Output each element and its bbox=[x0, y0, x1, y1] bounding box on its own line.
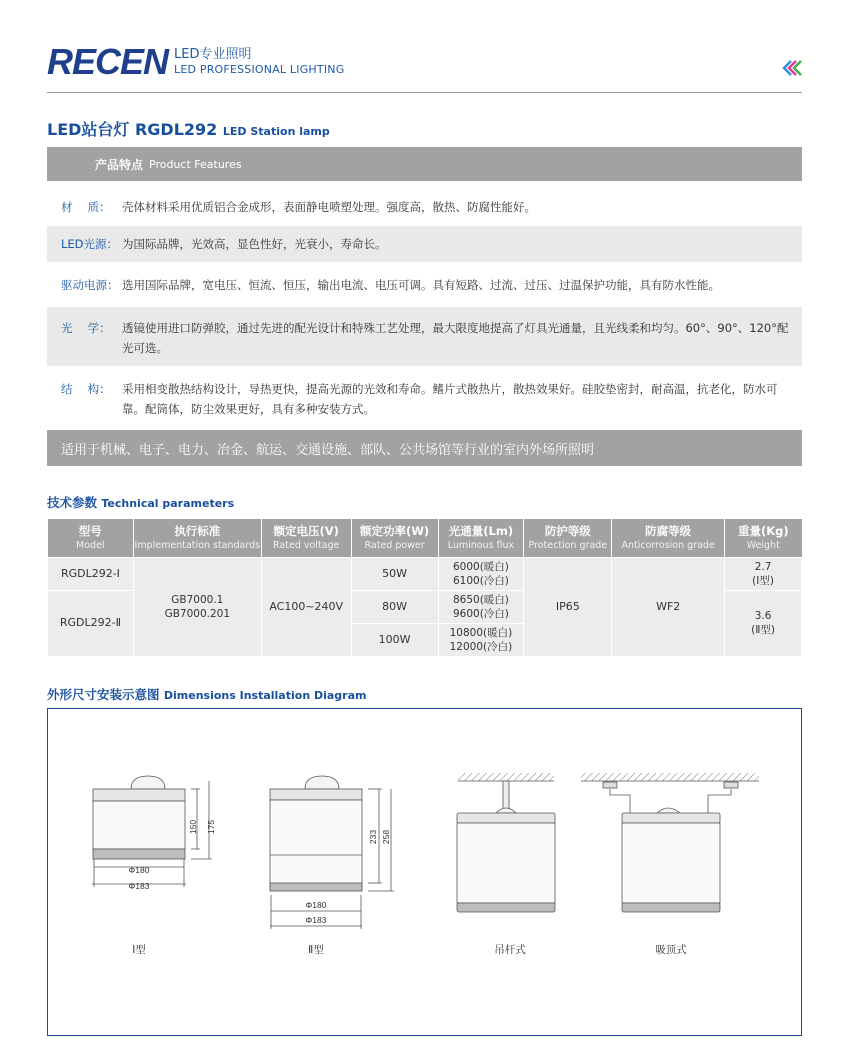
col-anticorrosion: 防腐等级 Anticorrosion grade bbox=[612, 519, 725, 557]
dim1-h-inner: 150 bbox=[188, 819, 198, 835]
pendant-label: 吊杆式 bbox=[494, 944, 526, 956]
product-title-cn: LED站台灯 RGDL292 bbox=[47, 120, 218, 139]
features-header bbox=[47, 147, 802, 181]
dim1-w-outer: Φ183 bbox=[128, 881, 150, 891]
tagline-en: LED PROFESSIONAL LIGHTING bbox=[174, 63, 345, 76]
cell-flux: 10800(暖白) 12000(冷白) bbox=[438, 623, 524, 656]
header-divider bbox=[47, 92, 802, 93]
tech-table bbox=[47, 519, 802, 657]
type1-label: Ⅰ型 bbox=[132, 944, 146, 956]
cell-flux: 6000(暖白) 6100(冷白) bbox=[438, 557, 524, 590]
table-header-row bbox=[48, 519, 802, 557]
brand bbox=[47, 41, 345, 82]
feature-text: 为国际品牌，光效高，显色性好，光衰小，寿命长。 bbox=[122, 237, 387, 251]
feature-label: LED光源： bbox=[61, 237, 119, 251]
tech-title-cn: 技术参数 bbox=[47, 495, 98, 510]
features-header-cn: 产品特点 bbox=[95, 157, 144, 172]
cell-standard: GB7000.1 GB7000.201 bbox=[133, 557, 261, 656]
lamp-type2-drawing bbox=[270, 776, 394, 929]
feature-text: 选用国际品牌，宽电压、恒流、恒压，输出电流、电压可调。具有短路、过流、过压、过温保护功能，具有防水性能。 bbox=[122, 278, 720, 292]
cell-weight: 3.6 (Ⅱ型) bbox=[725, 590, 802, 656]
cell-anticorrosion: WF2 bbox=[612, 557, 725, 656]
col-voltage: 额定电压(V) Rated voltage bbox=[261, 519, 351, 557]
features-section bbox=[47, 147, 802, 466]
feature-text: 壳体材料采用优质铝合金成形，表面静电喷塑处理。强度高，散热、防腐性能好。 bbox=[122, 200, 536, 214]
feature-label: 驱动电源： bbox=[61, 278, 119, 292]
dim2-w-outer: Φ183 bbox=[305, 915, 327, 925]
tagline-cn: LED专业照明 bbox=[174, 47, 252, 62]
cell-model: RGDL292-Ⅱ bbox=[48, 590, 134, 656]
dimensions-box bbox=[47, 708, 802, 1036]
cell-power: 100W bbox=[351, 623, 438, 656]
feature-text: 采用相变散热结构设计，导热更快，提高光源的光效和寿命。鳍片式散热片，散热效果好。硅胶垫密封，耐高温，抗老化，防水可靠。配筒体，防尘效果更好，具有多种安装方式。 bbox=[122, 382, 778, 416]
feature-text: 透镜使用进口防弹胶，通过先进的配光设计和特殊工艺处理，最大限度地提高了灯具光通量，且光线柔和均匀。60°、90°、120°配光可选。 bbox=[122, 321, 789, 355]
col-power: 额定功率(W) Rated power bbox=[351, 519, 438, 557]
features-header-en: Product Features bbox=[149, 157, 242, 171]
dimensions-drawing bbox=[48, 709, 801, 1035]
dimensions-title bbox=[47, 685, 366, 703]
cell-power: 50W bbox=[351, 557, 438, 590]
feature-row-material bbox=[47, 181, 802, 226]
feature-row-optics bbox=[47, 307, 802, 367]
chevrons-icon bbox=[782, 60, 804, 76]
type2-label: Ⅱ型 bbox=[308, 944, 324, 956]
ceiling-label: 吸顶式 bbox=[655, 944, 687, 956]
logo: RECEN bbox=[47, 41, 169, 82]
dim2-w-inner: Φ180 bbox=[305, 900, 327, 910]
dim1-w-inner: Φ180 bbox=[128, 865, 150, 875]
lamp-ceiling-drawing bbox=[581, 773, 759, 912]
cell-weight: 2.7 (Ⅰ型) bbox=[725, 557, 802, 590]
dim1-h-outer: 175 bbox=[206, 819, 216, 835]
col-model: 型号 Model bbox=[48, 519, 134, 557]
table-row bbox=[48, 557, 802, 590]
feature-row-driver bbox=[47, 263, 802, 307]
cell-model: RGDL292-Ⅰ bbox=[48, 557, 134, 590]
product-title-en: LED Station lamp bbox=[222, 125, 330, 138]
feature-label: 材 质： bbox=[61, 200, 111, 214]
lamp-pendant-drawing bbox=[457, 773, 555, 912]
dimensions-title-en: Dimensions Installation Diagram bbox=[163, 689, 367, 702]
col-weight: 重量(Kg) Weight bbox=[725, 519, 802, 557]
feature-label: 光 学： bbox=[61, 321, 111, 335]
feature-row-led bbox=[47, 226, 802, 263]
tech-title-en: Technical parameters bbox=[101, 497, 235, 510]
cell-voltage: AC100~240V bbox=[261, 557, 351, 656]
col-flux: 光通量(Lm) Luminous flux bbox=[438, 519, 524, 557]
features-footer: 适用于机械、电子、电力、冶金、航运、交通设施、部队、公共场馆等行业的室内外场所照明 bbox=[47, 430, 802, 466]
cell-power: 80W bbox=[351, 590, 438, 623]
cell-flux: 8650(暖白) 9600(冷白) bbox=[438, 590, 524, 623]
dim2-h-inner: 233 bbox=[368, 829, 378, 845]
product-title bbox=[47, 117, 330, 140]
feature-label: 结 构： bbox=[61, 382, 111, 396]
tech-title bbox=[47, 493, 234, 511]
tagline bbox=[174, 47, 344, 77]
dimensions-title-cn: 外形尺寸安装示意图 bbox=[47, 687, 160, 702]
dim2-h-outer: 258 bbox=[381, 829, 391, 845]
col-standard: 执行标准 Implementation standards bbox=[133, 519, 261, 557]
cell-protection: IP65 bbox=[524, 557, 612, 656]
col-protection: 防护等级 Protection grade bbox=[524, 519, 612, 557]
feature-row-structure bbox=[47, 367, 802, 430]
